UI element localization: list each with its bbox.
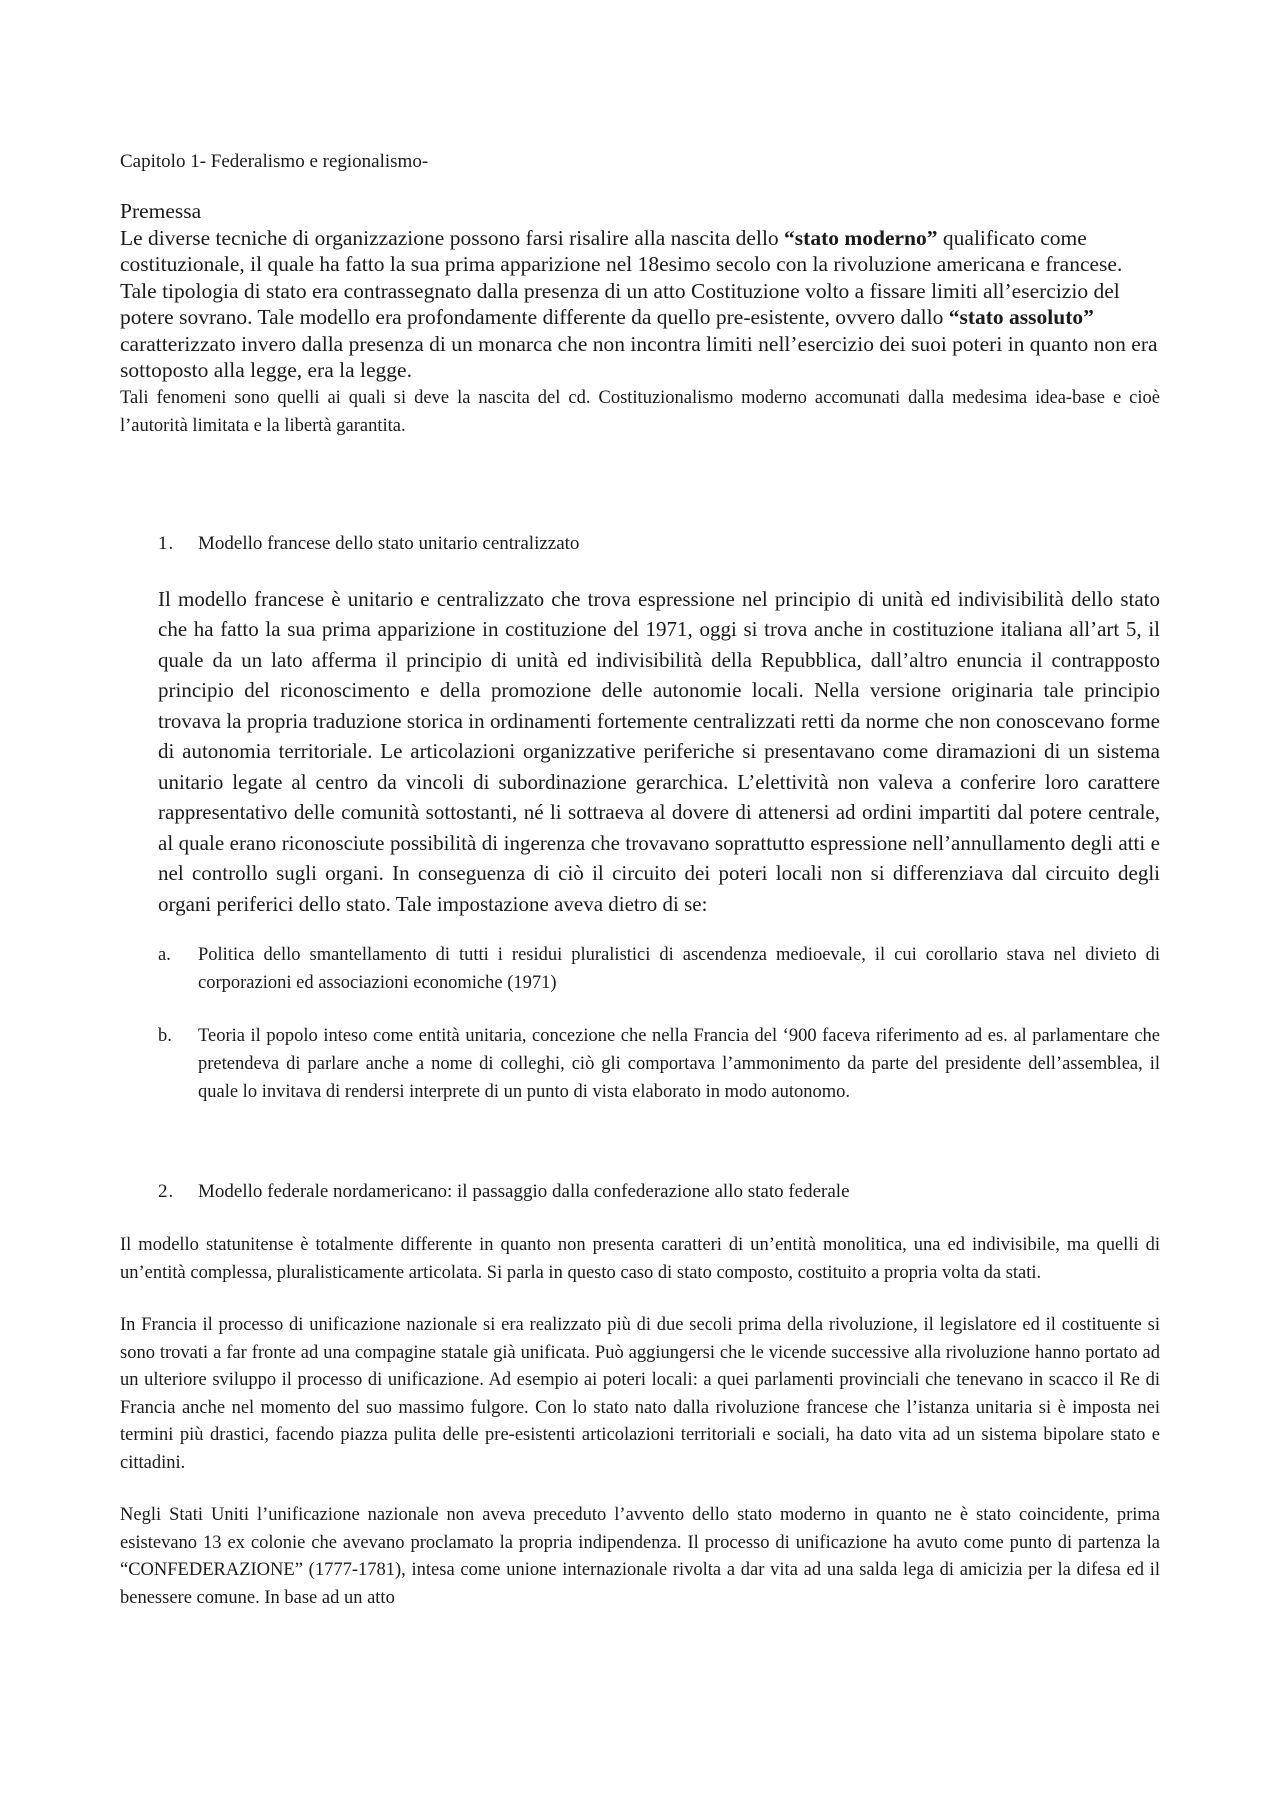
section-2-heading	[158, 1180, 1160, 1204]
section-1-paragraph: Il modello francese è unitario e centralizzato che trova espressione nel principio di unità ed indivisibilità dello stato che ha fatto la sua prima apparizione in costituzione del 1971, oggi si trova anche in costituzione italiana all’art 5, il quale da un lato afferma il principio di unità ed indivisibilità della Repubblica, dall’altro enuncia il contrapposto principio del riconoscimento e della promozione delle autonomie locali. Nella versione originaria tale principio trovava la propria traduzione storica in ordinamenti fortemente centralizzati retti da norme che non conoscevano forme di autonomia territoriale. Le articolazioni organizzative periferiche si presentavano come diramazioni di un sistema unitario legate al centro da vincoli di subordinazione gerarchica. L’elettività non valeva a conferire loro carattere rappresentativo delle comunità sottostanti, né li sottraeva al dovere di attenersi ad ordini impartiti dal potere centrale, al quale erano riconosciute possibilità di ingerenza che trovavano soprattutto espressione nell’annullamento degli atti e nel controllo sugli organi. In conseguenza di ciò il circuito dei poteri locali non si differenziava dal circuito degli organi periferici dello stato. Tale impostazione aveva dietro di se:	[158, 586, 1160, 916]
premessa-section	[120, 198, 1160, 384]
section-1-heading	[158, 532, 1160, 556]
section-2-paragraph-2: In Francia il processo di unificazione nazionale si era realizzato più di due secoli prima della rivoluzione, il legislatore ed il costituente si sono trovati a far fronte ad una compagine statale già unificata. Può aggiungersi che le vicende successive alla rivoluzione hanno portato ad un ulteriore sviluppo il processo di unificazione. Ad esempio ai poteri locali: a quei parlamenti provinciali che tenevano in scacco il Re di Francia anche nel momento del suo massimo fulgore. Con lo stato nato dalla rivoluzione francese che l’istanza unitaria si è imposta nei termini più drastici, facendo piazza pulita delle pre-esistenti articolazioni territoriali e sociali, ha dato vita ad un sistema bipolare stato e cittadini.	[120, 1315, 1160, 1473]
list-item-b	[158, 1022, 1160, 1106]
document-title: Capitolo 1- Federalismo e regionalismo-	[120, 151, 429, 172]
premessa-heading: Premessa	[120, 199, 202, 223]
list-text-a: Politica dello smantellamento di tutti i residui pluralistici di ascendenza medioevale, il cui corollario stava nel divieto di corporazioni ed associazioni economiche (1971)	[198, 945, 1160, 993]
costituzionalismo-paragraph: Tali fenomeni sono quelli ai quali si deve la nascita del cd. Costituzionalismo moderno accomunati dalla medesima idea-base e cioè l’autorità limitata e la libertà garantita.	[120, 387, 1160, 436]
premessa-text-a: Le diverse tecniche di organizzazione possono farsi risalire alla nascita dello	[120, 225, 785, 250]
section-2-paragraph-1: Il modello statunitense è totalmente differente in quanto non presenta caratteri di un’entità monolitica, una ed indivisibile, ma quelli di un’entità complessa, pluralisticamente articolata. Si parla in questo caso di stato composto, costituito a propria volta da stati.	[120, 1235, 1160, 1283]
premessa-paragraph	[120, 225, 1160, 384]
premessa-text-c: caratterizzato invero dalla presenza di un monarca che non incontra limiti nell’esercizio dei suoi poteri in quanto non era sottoposto alla legge, era la legge.	[120, 331, 1158, 382]
section-2-title: Modello federale nordamericano: il passaggio dalla confederazione allo stato federale	[198, 1181, 850, 1202]
section-2-paragraph-3: Negli Stati Uniti l’unificazione nazionale non aveva preceduto l’avvento dello stato moderno in quanto ne è stato coincidente, prima esistevano 13 ex colonie che avevano proclamato la propria indipendenza. Il processo di unificazione ha avuto come punto di partenza la “CONFEDERAZIONE” (1777-1781), intesa come unione internazionale rivolta a dar vita ad una salda lega di amicizia per la difesa ed il benessere comune. In base ad un atto	[120, 1505, 1160, 1608]
bold-stato-assoluto: “stato assoluto”	[948, 305, 1094, 329]
bold-stato-moderno: “stato moderno”	[784, 225, 938, 250]
section-2-number: 2.	[158, 1181, 175, 1202]
list-marker-a: a.	[158, 945, 171, 965]
list-marker-b: b.	[158, 1026, 172, 1046]
list-item-a	[158, 941, 1160, 997]
section-1-number: 1.	[158, 532, 175, 554]
premessa-text-b: qualificato come costituzionale, il quale ha fatto la sua prima apparizione nel 18esimo secolo con la rivoluzione americana e francese. Tale tipologia di stato era contrassegnato dalla presenza di un atto Costituzione volto a fissare limiti all’esercizio del potere sovrano. Tale modello era profondamente differente da quello pre-esistente, ovvero dallo	[120, 225, 1123, 329]
section-1-title: Modello francese dello stato unitario centralizzato	[198, 532, 580, 554]
list-text-b: Teoria il popolo inteso come entità unitaria, concezione che nella Francia del ‘900 faceva riferimento ad es. al parlamentare che pretendeva di parlare anche a nome di colleghi, ciò gli comportava l’ammonimento da parte del presidente dell’assemblea, il quale lo invitava di rendersi interprete di un punto di vista elaborato in modo autonomo.	[198, 1026, 1160, 1102]
